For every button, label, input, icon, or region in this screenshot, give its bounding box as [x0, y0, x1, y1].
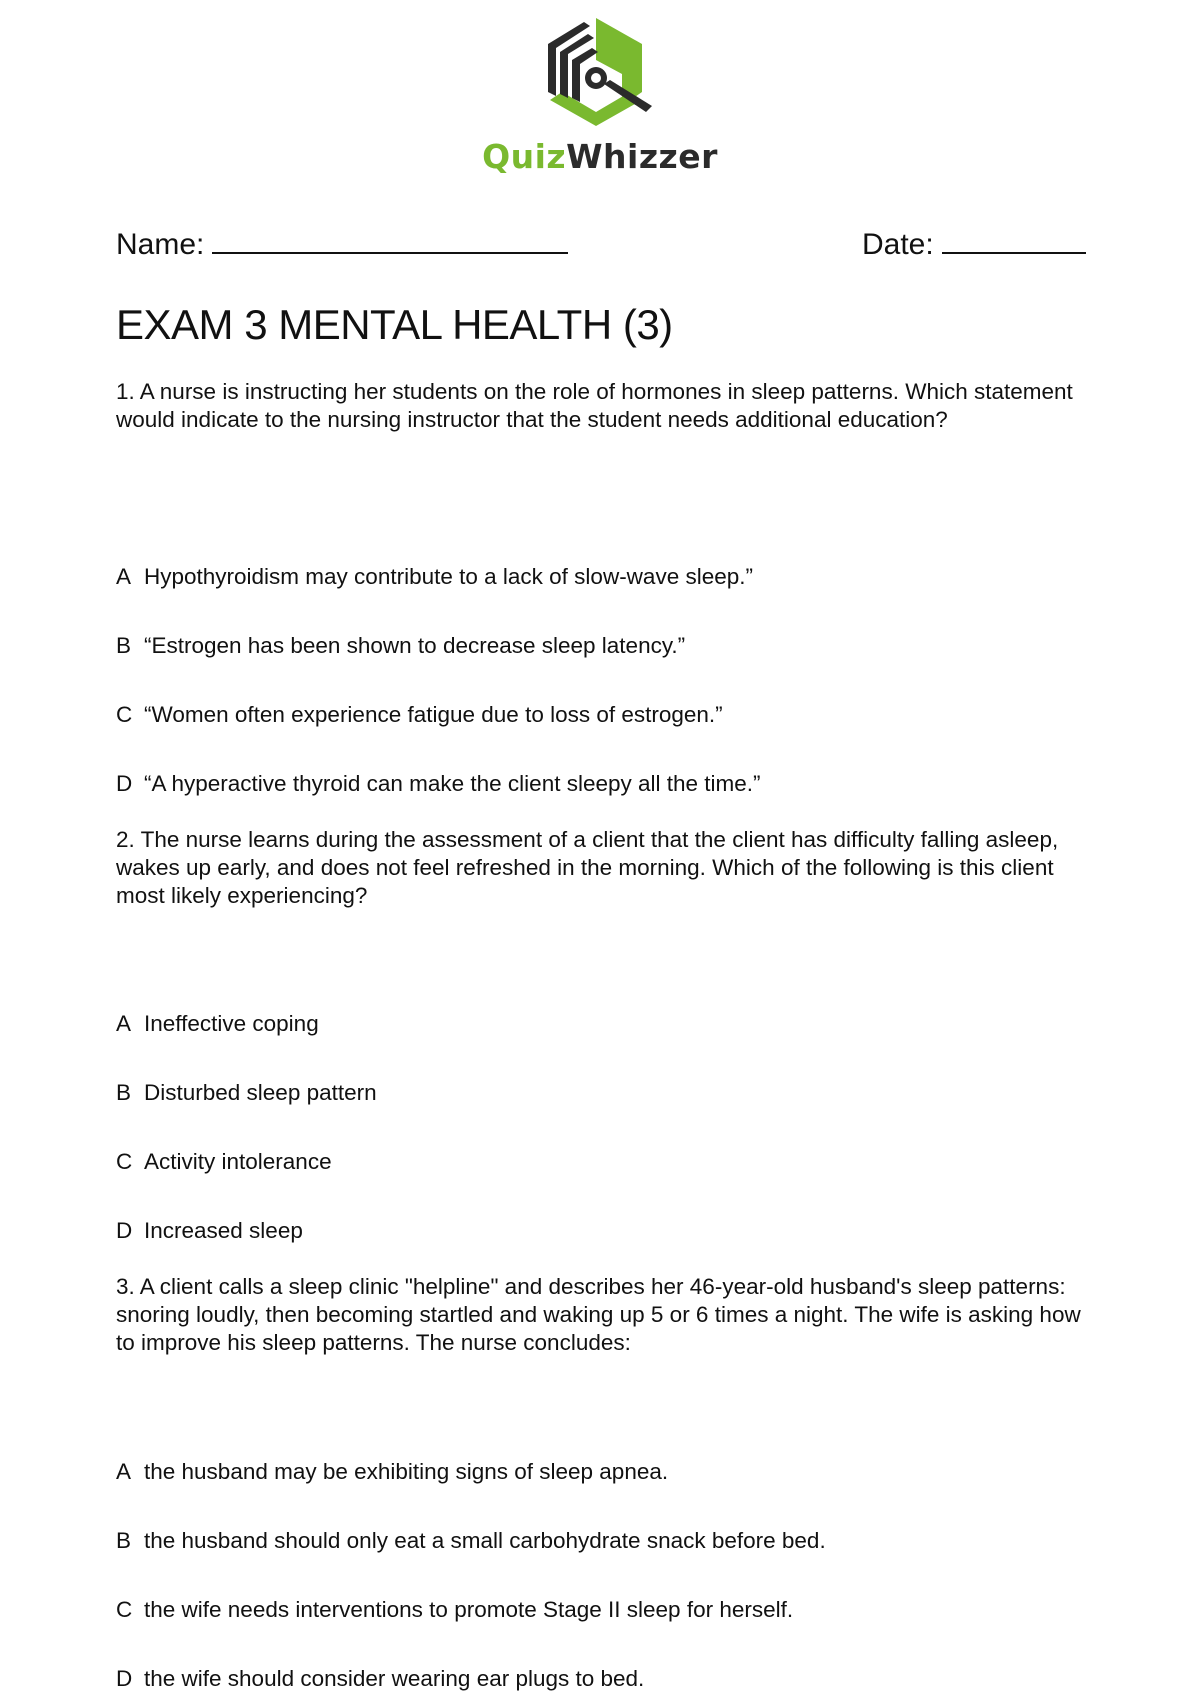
name-blank-line[interactable]: [212, 228, 568, 254]
option-text: the wife needs interventions to promote Stage II sleep for herself.: [144, 1597, 794, 1622]
option-letter: B: [116, 1528, 132, 1553]
option-letter: A: [116, 1459, 132, 1484]
option-text: “Women often experience fatigue due to loss of estrogen.”: [144, 702, 723, 727]
exam-title: EXAM 3 MENTAL HEALTH (3): [116, 301, 673, 348]
option-text: the husband may be exhibiting signs of sleep apnea.: [144, 1459, 669, 1484]
logo-wordmark: [0, 137, 1200, 176]
question-3-option-c: [116, 1596, 1100, 1624]
option-letter: A: [116, 1011, 132, 1036]
question-3-option-a: [116, 1458, 1100, 1486]
question-2-text: 2. The nurse learns during the assessment of a client that the client has difficulty falling asleep, wakes up early, and does not feel refreshed in the morning. Which of the following is this client most likely experiencing?: [116, 827, 1059, 908]
option-text: Activity intolerance: [144, 1149, 332, 1174]
option-letter: C: [116, 1597, 133, 1622]
option-text: “Estrogen has been shown to decrease sleep latency.”: [144, 633, 686, 658]
option-text: “A hyperactive thyroid can make the client sleepy all the time.”: [144, 771, 761, 796]
brand-logo: [0, 14, 1200, 176]
date-blank-line[interactable]: [942, 228, 1086, 254]
logo-word-quiz: Quiz: [482, 137, 567, 176]
date-label: Date:: [862, 228, 934, 261]
question-3-option-b: [116, 1527, 1100, 1555]
question-3-option-d: [116, 1665, 1100, 1693]
option-text: Ineffective coping: [144, 1011, 319, 1036]
quizwhizzer-logo-icon: [538, 14, 662, 130]
question-3-text: 3. A client calls a sleep clinic "helpline" and describes her 46-year-old husband's sleep patterns: snoring loudly, then becoming startled and waking up 5 or 6 times a night. The wife is asking how to improve his sleep patterns. The nurse concludes:: [116, 1274, 1081, 1355]
question-2-option-b: [116, 1079, 1100, 1107]
question-1-text: 1. A nurse is instructing her students on the role of hormones in sleep patterns. Which statement would indicate to the nursing instructor that the student needs additional education?: [116, 379, 1073, 432]
question-2-option-a: [116, 1010, 1100, 1038]
option-text: the husband should only eat a small carbohydrate snack before bed.: [144, 1528, 826, 1553]
name-label: Name:: [116, 228, 205, 261]
name-field: [116, 228, 568, 262]
name-date-row: [116, 228, 1094, 268]
logo-word-whizzer: Whizzer: [566, 137, 718, 176]
option-text: the wife should consider wearing ear plugs to bed.: [144, 1666, 645, 1691]
option-letter: C: [116, 1149, 133, 1174]
question-1-option-c: [116, 701, 1100, 729]
question-2-option-c: [116, 1148, 1100, 1176]
option-letter: D: [116, 1218, 133, 1243]
option-letter: D: [116, 771, 133, 796]
question-1-option-b: [116, 632, 1100, 660]
question-1-option-a: [116, 563, 1100, 591]
option-letter: A: [116, 564, 132, 589]
option-letter: B: [116, 1080, 132, 1105]
option-text: Increased sleep: [144, 1218, 303, 1243]
option-text: Disturbed sleep pattern: [144, 1080, 377, 1105]
question-2-option-d: [116, 1217, 1100, 1245]
date-field: [862, 228, 1086, 262]
option-text: Hypothyroidism may contribute to a lack of slow-wave sleep.”: [144, 564, 753, 589]
option-letter: C: [116, 702, 133, 727]
question-1-option-d: [116, 770, 1100, 798]
option-letter: D: [116, 1666, 133, 1691]
option-letter: B: [116, 633, 132, 658]
